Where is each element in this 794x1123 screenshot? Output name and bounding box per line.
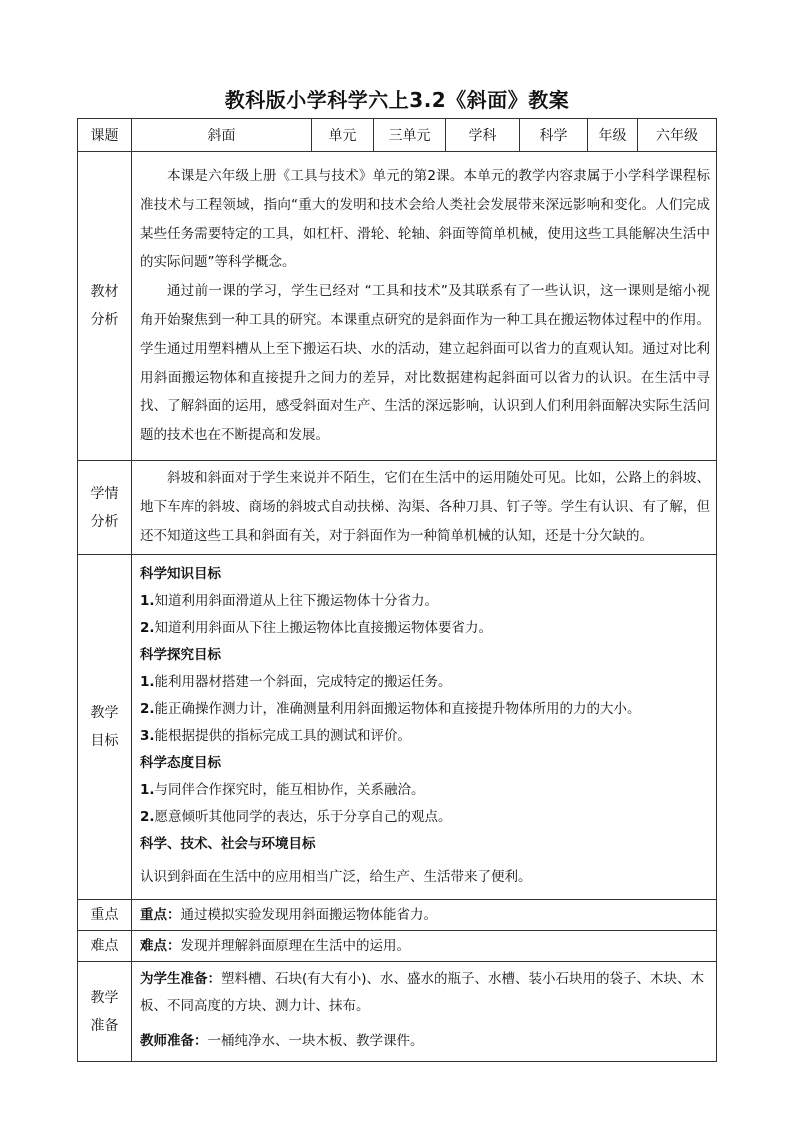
students-content xyxy=(132,461,717,555)
key-point-label: 重点 xyxy=(78,900,132,931)
course-label: 课题 xyxy=(78,119,132,152)
knowledge-goal-item: 2.知道利用斜面从下往上搬运物体比直接搬运物体要省力。 xyxy=(140,620,493,636)
grade-value: 六年级 xyxy=(638,119,717,152)
teacher-preparation: 教师准备：一桶纯净水、一块木板、教学课件。 xyxy=(140,1033,424,1049)
material-paragraph-2: 通过前一课的学习，学生已经对 “工具和技术”及其联系有了一些认识，这一课则是缩小视角开始聚焦到一种工具的研究。本课重点研究的是斜面作为一种工具在搬运物体过程中的作用。学生通过用塑料槽从上至下搬运石块、水的活动，建立起斜面可以省力的直观认知。通过对比利用斜面搬运物体和直接提升之间力的差异，对比数据建构起斜面可以省力的认识。在生活中寻找、了解斜面的运用，感受斜面对生产、生活的深远影响，认识到人们利用斜面解决实际生活问题的技术也在不断提高和发展。 xyxy=(140,283,710,444)
sts-goal-text: 认识到斜面在生活中的应用相当广泛，给生产、生活带来了便利。 xyxy=(140,869,532,885)
grade-label: 年级 xyxy=(588,119,638,152)
subject-value: 科学 xyxy=(520,119,588,152)
material-label: 教材 分析 xyxy=(78,152,132,461)
material-row xyxy=(78,152,717,461)
sts-goals-title: 科学、技术、社会与环境目标 xyxy=(140,836,316,852)
unit-value: 三单元 xyxy=(374,119,446,152)
preparation-label: 教学 准备 xyxy=(78,962,132,1062)
inquiry-goals-title: 科学探究目标 xyxy=(140,647,221,663)
material-paragraph-1: 本课是六年级上册《工具与技术》单元的第2课。本单元的教学内容隶属于小学科学课程标准技术与工程领域，指向“重大的发明和技术会给人类社会发展带来深远影响和变化。人们完成某些任务需要特定的工具，如杠杆、滑轮、轮轴、斜面等简单机械，使用这些工具能解决生活中的实际问题”等科学概念。 xyxy=(140,168,710,271)
difficulty-label: 难点 xyxy=(78,931,132,962)
students-paragraph: 斜坡和斜面对于学生来说并不陌生，它们在生活中的运用随处可见。比如，公路上的斜坡、地下车库的斜坡、商场的斜坡式自动扶梯、沟渠、各种刀具、钉子等。学生有认识、有了解，但还不知道这些工具和斜面有关，对于斜面作为一种简单机械的认知，还是十分欠缺的。 xyxy=(140,470,710,544)
preparation-content xyxy=(132,962,717,1062)
preparation-row xyxy=(78,962,717,1062)
inquiry-goal-item: 1.能利用器材搭建一个斜面，完成特定的搬运任务。 xyxy=(140,674,452,690)
key-point-content: 重点：通过模拟实验发现用斜面搬运物体能省力。 xyxy=(132,900,717,931)
goals-content xyxy=(132,555,717,900)
difficulty-content: 难点：发现并理解斜面原理在生活中的运用。 xyxy=(132,931,717,962)
subject-label: 学科 xyxy=(446,119,520,152)
unit-label: 单元 xyxy=(312,119,374,152)
key-point-row xyxy=(78,900,717,931)
attitude-goals-title: 科学态度目标 xyxy=(140,755,221,771)
knowledge-goal-item: 1.知道利用斜面滑道从上往下搬运物体十分省力。 xyxy=(140,593,439,609)
students-row xyxy=(78,461,717,555)
course-value: 斜面 xyxy=(132,119,312,152)
header-row xyxy=(78,119,717,152)
students-label: 学情 分析 xyxy=(78,461,132,555)
student-preparation: 为学生准备：塑料槽、石块(有大有小)、水、盛水的瓶子、水槽、装小石块用的袋子、木块、木板、不同高度的方块、测力计、抹布。 xyxy=(140,971,705,1014)
inquiry-goal-item: 2.能正确操作测力计，准确测量利用斜面搬运物体和直接提升物体所用的力的大小。 xyxy=(140,701,641,717)
attitude-goal-item: 2.愿意倾听其他同学的表达，乐于分享自己的观点。 xyxy=(140,809,452,825)
material-content xyxy=(132,152,717,461)
document-title: 教科版小学科学六上3.2《斜面》教案 xyxy=(224,88,570,112)
goals-row xyxy=(78,555,717,900)
lesson-plan-table xyxy=(77,118,717,1062)
difficulty-row xyxy=(78,931,717,962)
inquiry-goal-item: 3.能根据提供的指标完成工具的测试和评价。 xyxy=(140,728,412,744)
knowledge-goals-title: 科学知识目标 xyxy=(140,566,221,582)
attitude-goal-item: 1.与同伴合作探究时，能互相协作，关系融洽。 xyxy=(140,782,425,798)
goals-label: 教学 目标 xyxy=(78,555,132,900)
